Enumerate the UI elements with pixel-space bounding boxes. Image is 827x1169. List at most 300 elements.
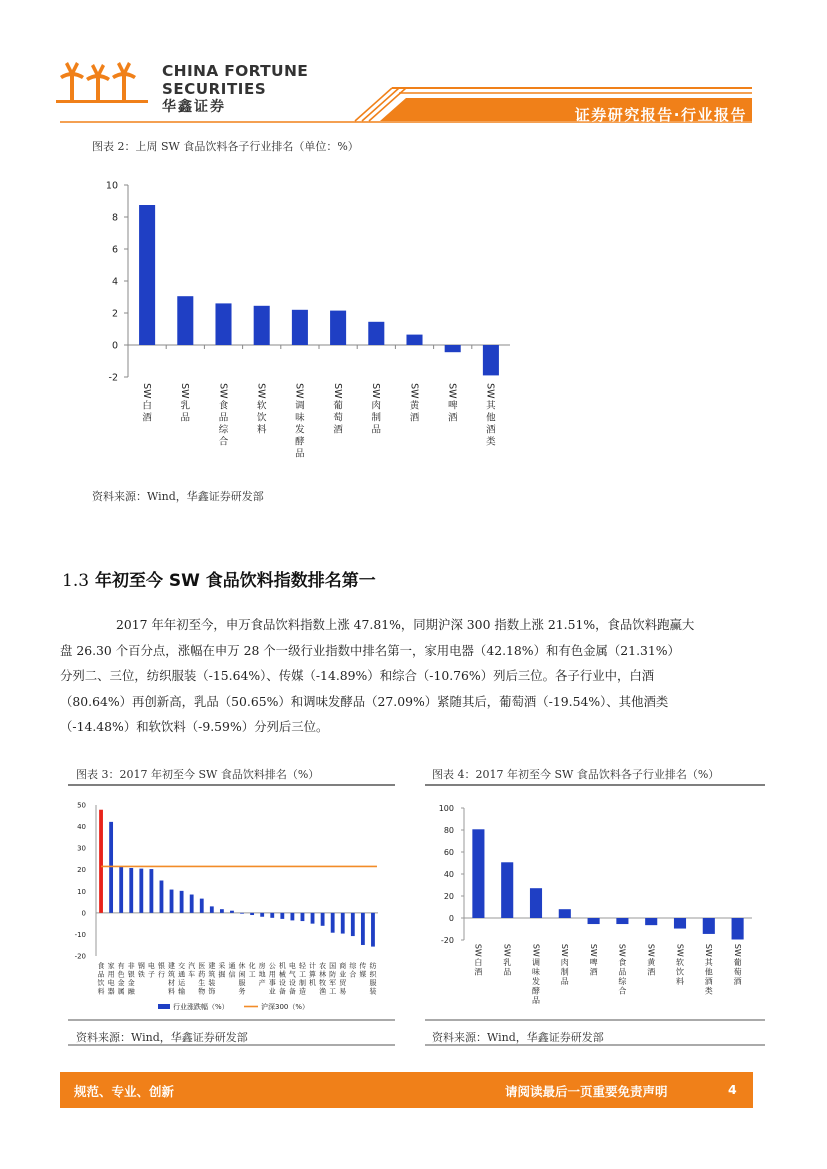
svg-text:用: 用 [268, 970, 276, 979]
svg-text:综: 综 [218, 424, 229, 436]
svg-text:计: 计 [309, 962, 317, 970]
legend-line-label: 沪深300（%） [261, 1003, 310, 1011]
bar-SW啤酒 [588, 918, 600, 924]
company-name-en-line1: CHINA FORTUNE [162, 62, 309, 80]
svg-text:SW: SW [484, 383, 496, 399]
x-tick-label [408, 383, 419, 423]
svg-text:发: 发 [532, 977, 540, 986]
svg-text:肉: 肉 [560, 958, 569, 967]
svg-text:装: 装 [208, 979, 216, 987]
svg-text:综: 综 [349, 962, 357, 970]
svg-text:材: 材 [168, 979, 176, 987]
x-tick-label [141, 383, 152, 423]
x-tick-label [228, 961, 235, 979]
svg-text:械: 械 [278, 970, 286, 979]
svg-text:乳: 乳 [503, 958, 512, 967]
bar-食品饮料 [99, 810, 103, 913]
svg-text:SW: SW [473, 943, 483, 957]
svg-text:乳: 乳 [180, 400, 191, 412]
x-tick-label [369, 961, 377, 996]
x-tick-label [329, 961, 336, 996]
x-tick-label [218, 961, 225, 979]
svg-text:葡: 葡 [333, 400, 343, 412]
svg-text:品: 品 [503, 967, 512, 977]
svg-text:金: 金 [117, 979, 125, 987]
bar-有色金属 [119, 867, 123, 913]
bar-SW葡萄酒 [330, 311, 346, 345]
x-tick-label [349, 961, 357, 979]
svg-text:酒: 酒 [733, 977, 742, 986]
svg-text:品: 品 [97, 970, 105, 979]
svg-text:料: 料 [168, 987, 176, 996]
svg-text:SW: SW [217, 383, 229, 399]
company-logo-icon [56, 62, 148, 103]
svg-text:品: 品 [295, 448, 305, 460]
svg-text:电: 电 [107, 979, 115, 987]
svg-text:白: 白 [474, 958, 483, 967]
svg-text:金: 金 [127, 979, 135, 987]
svg-text:有: 有 [117, 962, 125, 970]
svg-text:设: 设 [288, 979, 296, 987]
svg-text:他: 他 [486, 412, 496, 424]
bar-建筑材料 [170, 890, 174, 913]
bar-SW食品综合 [215, 303, 231, 345]
svg-text:SW: SW [704, 943, 714, 957]
svg-text:他: 他 [704, 967, 713, 977]
bar-国防军工 [331, 913, 335, 933]
svg-text:业: 业 [268, 987, 276, 996]
svg-text:萄: 萄 [333, 412, 343, 424]
x-tick-label [560, 944, 569, 986]
svg-text:综: 综 [618, 977, 627, 986]
bar-SW黄酒 [645, 918, 657, 925]
svg-text:工: 工 [298, 970, 306, 979]
svg-text:SW: SW [293, 383, 305, 399]
svg-text:SW: SW [588, 943, 598, 957]
svg-text:酒: 酒 [486, 424, 496, 436]
svg-text:制: 制 [560, 967, 569, 977]
bar-家用电器 [109, 822, 113, 913]
svg-text:属: 属 [117, 987, 125, 996]
svg-text:房: 房 [258, 962, 266, 970]
svg-text:物: 物 [198, 987, 206, 996]
svg-text:味: 味 [532, 967, 540, 977]
svg-text:饮: 饮 [676, 967, 684, 977]
x-tick-label [618, 944, 628, 996]
svg-text:机: 机 [309, 979, 317, 987]
svg-text:SW: SW [675, 943, 685, 957]
svg-text:食: 食 [218, 400, 229, 412]
svg-text:渔: 渔 [319, 987, 327, 996]
svg-text:酒: 酒 [474, 967, 483, 977]
svg-text:SW: SW [140, 383, 152, 399]
figure2-caption: 图表 2：上周 SW 食品饮料各子行业排名（单位：%） [92, 140, 359, 153]
svg-text:品: 品 [371, 424, 382, 436]
bar-SW肉制品 [559, 909, 571, 918]
x-tick-label [249, 961, 256, 979]
svg-text:SW: SW [370, 383, 382, 399]
x-tick-label [675, 944, 684, 986]
svg-text:品: 品 [532, 996, 540, 1005]
svg-text:药: 药 [198, 970, 206, 979]
svg-text:通: 通 [228, 962, 236, 970]
figure2-chart [80, 170, 540, 470]
svg-text:交: 交 [178, 962, 186, 970]
bar-SW黄酒 [406, 335, 422, 345]
svg-text:业: 业 [339, 970, 347, 979]
svg-text:商: 商 [339, 962, 347, 970]
company-name-cn: 华鑫证券 [162, 99, 226, 115]
svg-text:纺: 纺 [369, 962, 377, 970]
footer-slogan: 规范、专业、创新 [74, 1084, 175, 1099]
bar-商业贸易 [341, 913, 345, 934]
svg-text:服: 服 [238, 979, 246, 987]
bar-银行 [160, 881, 164, 913]
bar-SW调味发酵品 [530, 888, 542, 918]
x-tick-label [531, 944, 540, 1005]
section-number: 1.3 [62, 571, 90, 591]
y-tick-label: 10 [105, 180, 118, 192]
svg-text:车: 车 [188, 970, 196, 979]
bar-医药生物 [200, 899, 204, 913]
x-tick-label [589, 944, 598, 977]
bar-计算机 [311, 913, 315, 924]
svg-text:啤: 啤 [447, 400, 458, 412]
svg-text:银: 银 [157, 962, 165, 970]
x-tick-label [294, 383, 305, 459]
svg-text:服: 服 [369, 979, 377, 987]
x-tick-label [208, 961, 215, 996]
svg-text:务: 务 [238, 987, 246, 996]
x-tick-label [485, 383, 496, 447]
bar-休闲服务 [240, 913, 244, 914]
paragraph-line: （80.64%）再创新高，乳品（50.65%）和调味发酵品（27.09%）紧随其后，葡萄酒（-19.54%）、其他酒类 [60, 693, 669, 709]
svg-text:用: 用 [107, 970, 115, 979]
svg-text:传: 传 [359, 962, 367, 970]
svg-text:铁: 铁 [137, 970, 145, 979]
bar-汽车 [190, 895, 194, 913]
x-tick-label [339, 961, 347, 996]
svg-text:器: 器 [107, 987, 115, 996]
svg-text:饮: 饮 [256, 412, 267, 424]
x-tick-label [148, 961, 155, 979]
x-tick-label [269, 962, 276, 996]
svg-text:贸: 贸 [339, 979, 347, 987]
bar-SW调味发酵品 [292, 310, 308, 345]
y-tick-label: 80 [443, 826, 454, 835]
y-tick-label: 0 [448, 914, 454, 923]
svg-text:融: 融 [127, 987, 135, 996]
bar-化工 [250, 913, 254, 915]
x-tick-label [168, 961, 175, 996]
x-tick-label [138, 961, 145, 979]
svg-text:织: 织 [369, 970, 377, 979]
svg-text:SW: SW [331, 383, 343, 399]
x-tick-label [474, 944, 483, 977]
x-tick-label [259, 961, 266, 987]
svg-text:易: 易 [339, 987, 347, 996]
svg-text:类: 类 [486, 436, 496, 448]
bar-交通运输 [180, 891, 184, 913]
y-tick-label: -20 [74, 952, 86, 961]
x-tick-label [370, 383, 381, 435]
legend-bar-label: 行业涨跌幅（%） [173, 1003, 229, 1011]
svg-text:掘: 掘 [218, 970, 226, 979]
svg-text:合: 合 [349, 970, 357, 979]
svg-text:银: 银 [127, 970, 135, 979]
svg-text:饰: 饰 [208, 987, 216, 996]
figure3-chart [66, 790, 396, 1018]
page-number: 4 [728, 1082, 737, 1097]
x-tick-label [98, 961, 105, 996]
svg-text:化: 化 [248, 962, 256, 970]
svg-text:牧: 牧 [319, 979, 327, 987]
svg-text:品: 品 [618, 967, 627, 977]
svg-text:合: 合 [618, 986, 627, 996]
svg-text:酒: 酒 [142, 412, 152, 424]
section-title [62, 566, 376, 591]
svg-text:SW: SW [560, 943, 570, 957]
svg-text:软: 软 [256, 400, 267, 412]
y-tick-label: 50 [77, 801, 86, 810]
x-tick-label [179, 383, 190, 423]
svg-text:品: 品 [180, 412, 191, 424]
x-tick-label [309, 961, 316, 987]
paragraph-line: 2017 年年初至今，申万食品饮料指数上涨 47.81%，同期沪深 300 指数上涨 21.51%，食品饮料跑赢大 [116, 617, 695, 632]
svg-text:钢: 钢 [137, 962, 145, 970]
bar-SW白酒 [472, 829, 484, 918]
bar-农林牧渔 [321, 913, 325, 926]
bar-电气设备 [290, 913, 294, 921]
svg-text:采: 采 [218, 962, 226, 970]
bar-SW乳品 [501, 862, 513, 918]
svg-text:军: 军 [329, 979, 337, 987]
svg-text:农: 农 [319, 962, 327, 970]
svg-text:轻: 轻 [298, 962, 306, 970]
bar-公用事业 [270, 913, 274, 918]
svg-text:酵: 酵 [532, 986, 540, 996]
x-tick-label [647, 944, 657, 977]
svg-text:通: 通 [178, 970, 186, 979]
x-tick-label [188, 961, 195, 979]
y-tick-label: 0 [111, 340, 118, 352]
x-tick-label [108, 961, 115, 996]
section-heading-text: 年初至今 SW 食品饮料指数排名第一 [94, 571, 376, 591]
figure4-caption: 图表 4：2017 年初至今 SW 食品饮料各子行业排名（%） [432, 768, 720, 781]
report-type-label: 证券研究报告·行业报告 [574, 106, 747, 124]
svg-text:媒: 媒 [359, 970, 367, 979]
bar-房地产 [260, 913, 264, 917]
x-tick-label [733, 944, 742, 986]
svg-text:装: 装 [369, 987, 377, 996]
svg-text:类: 类 [704, 986, 713, 996]
svg-text:SW: SW [531, 943, 541, 957]
svg-text:合: 合 [218, 436, 229, 448]
bar-电子 [149, 869, 153, 913]
svg-text:电: 电 [288, 962, 296, 970]
bar-通信 [230, 911, 234, 913]
svg-text:制: 制 [298, 979, 306, 987]
x-tick-label [217, 383, 228, 447]
svg-text:防: 防 [329, 970, 337, 979]
x-tick-label [319, 961, 326, 996]
svg-text:SW: SW [408, 383, 420, 399]
footer-disclaimer-link[interactable]: 请阅读最后一页重要免责声明 [505, 1084, 668, 1099]
bar-SW其他酒类 [483, 345, 499, 375]
y-tick-label: 60 [443, 848, 454, 857]
svg-text:备: 备 [278, 987, 286, 996]
svg-text:生: 生 [198, 979, 206, 987]
svg-text:SW: SW [255, 383, 267, 399]
x-tick-label [299, 961, 307, 996]
svg-text:料: 料 [97, 987, 105, 996]
svg-text:输: 输 [178, 987, 186, 996]
svg-text:工: 工 [248, 970, 256, 979]
bar-SW啤酒 [445, 345, 461, 352]
svg-text:设: 设 [278, 979, 286, 987]
y-tick-label: 20 [443, 892, 454, 901]
svg-text:酒: 酒 [589, 967, 598, 977]
svg-text:料: 料 [256, 424, 267, 436]
y-tick-label: 6 [111, 244, 118, 256]
svg-text:备: 备 [288, 987, 296, 996]
svg-text:食: 食 [618, 958, 627, 967]
x-tick-label [289, 961, 296, 996]
bar-SW其他酒类 [703, 918, 715, 934]
svg-text:调: 调 [295, 400, 305, 412]
svg-text:SW: SW [617, 943, 627, 957]
svg-text:调: 调 [532, 958, 540, 967]
svg-text:食: 食 [97, 962, 105, 970]
section-paragraph [60, 612, 766, 740]
svg-text:算: 算 [309, 970, 317, 979]
x-tick-label [359, 961, 366, 979]
y-tick-label: 0 [81, 909, 86, 918]
bar-非银金融 [129, 868, 133, 913]
bar-SW乳品 [177, 296, 193, 345]
bar-SW软饮料 [254, 306, 270, 345]
svg-text:其: 其 [486, 400, 496, 412]
svg-text:医: 医 [198, 962, 206, 970]
svg-text:事: 事 [268, 979, 276, 987]
svg-text:葡: 葡 [733, 958, 742, 967]
x-tick-label [128, 961, 136, 996]
x-tick-label [239, 961, 246, 996]
svg-text:汽: 汽 [188, 962, 196, 970]
x-tick-label [503, 944, 512, 977]
svg-text:气: 气 [288, 970, 296, 979]
svg-text:家: 家 [107, 962, 115, 970]
svg-text:SW: SW [646, 943, 656, 957]
bar-SW葡萄酒 [732, 918, 744, 939]
company-name-en-line2: SECURITIES [162, 80, 267, 98]
svg-text:肉: 肉 [371, 400, 382, 412]
paragraph-line: （-14.48%）和软饮料（-9.59%）分列后三位。 [60, 719, 329, 734]
x-tick-label [158, 961, 165, 979]
svg-text:黄: 黄 [647, 958, 656, 967]
svg-text:建: 建 [168, 962, 176, 970]
paragraph-line: 分列二、三位，纺织服装（-15.64%）、传媒（-14.89%）和综合（-10.76%）列后三位。各子行业中，白酒 [60, 668, 655, 683]
y-tick-label: 20 [77, 866, 86, 875]
svg-text:SW: SW [446, 383, 458, 399]
svg-text:其: 其 [704, 958, 713, 967]
svg-text:品: 品 [218, 412, 229, 424]
svg-text:发: 发 [295, 424, 305, 436]
y-tick-label: 40 [77, 823, 86, 832]
svg-text:筑: 筑 [168, 970, 176, 979]
y-tick-label: 100 [438, 804, 454, 813]
svg-text:地: 地 [258, 970, 266, 979]
x-tick-label [178, 961, 186, 996]
svg-text:筑: 筑 [208, 970, 216, 979]
svg-text:工: 工 [329, 987, 337, 996]
svg-text:饮: 饮 [97, 979, 105, 987]
bar-综合 [351, 913, 355, 936]
figure4-source: 资料来源：Wind，华鑫证券研发部 [432, 1031, 604, 1044]
svg-text:SW: SW [502, 943, 512, 957]
svg-text:子: 子 [147, 970, 155, 979]
svg-text:机: 机 [278, 962, 286, 970]
svg-text:建: 建 [208, 962, 216, 970]
bar-SW软饮料 [674, 918, 686, 929]
y-tick-label: 8 [111, 212, 118, 224]
svg-text:酒: 酒 [647, 967, 656, 977]
x-tick-label [279, 961, 286, 996]
svg-text:酒: 酒 [333, 424, 343, 436]
svg-text:制: 制 [371, 412, 382, 424]
bar-建筑装饰 [210, 906, 214, 912]
svg-text:色: 色 [117, 970, 125, 979]
x-tick-label [447, 383, 458, 423]
figure4-chart [424, 790, 764, 1018]
x-tick-label [198, 962, 205, 996]
figure3-source: 资料来源：Wind，华鑫证券研发部 [76, 1031, 248, 1044]
svg-text:啤: 啤 [589, 958, 598, 967]
bar-机械设备 [280, 913, 284, 919]
svg-text:味: 味 [295, 412, 305, 424]
y-tick-label: 10 [77, 887, 86, 896]
svg-text:品: 品 [560, 977, 569, 986]
svg-text:休: 休 [238, 962, 246, 970]
svg-text:运: 运 [178, 979, 186, 987]
svg-text:行: 行 [157, 970, 165, 979]
bar-轻工制造 [301, 913, 305, 921]
y-tick-label: -2 [108, 372, 118, 384]
y-tick-label: 2 [111, 308, 118, 320]
y-tick-label: 4 [111, 276, 118, 288]
svg-text:酒: 酒 [704, 977, 713, 986]
svg-text:酒: 酒 [409, 412, 420, 424]
legend-bar-swatch [158, 1004, 170, 1009]
svg-text:黄: 黄 [409, 400, 420, 412]
svg-text:产: 产 [258, 979, 266, 987]
svg-text:非: 非 [127, 962, 135, 970]
svg-text:料: 料 [676, 977, 684, 986]
x-tick-label [332, 383, 343, 435]
y-tick-label: -20 [440, 936, 454, 945]
x-tick-label [704, 944, 714, 996]
bar-采掘 [220, 909, 224, 913]
svg-text:公: 公 [268, 962, 276, 970]
svg-text:闲: 闲 [238, 970, 246, 979]
bar-传媒 [361, 913, 365, 945]
x-tick-label [118, 961, 125, 996]
x-tick-label [256, 383, 267, 435]
svg-text:萄: 萄 [733, 967, 742, 977]
bar-钢铁 [139, 869, 143, 913]
svg-text:林: 林 [319, 970, 327, 979]
svg-text:软: 软 [676, 958, 684, 967]
